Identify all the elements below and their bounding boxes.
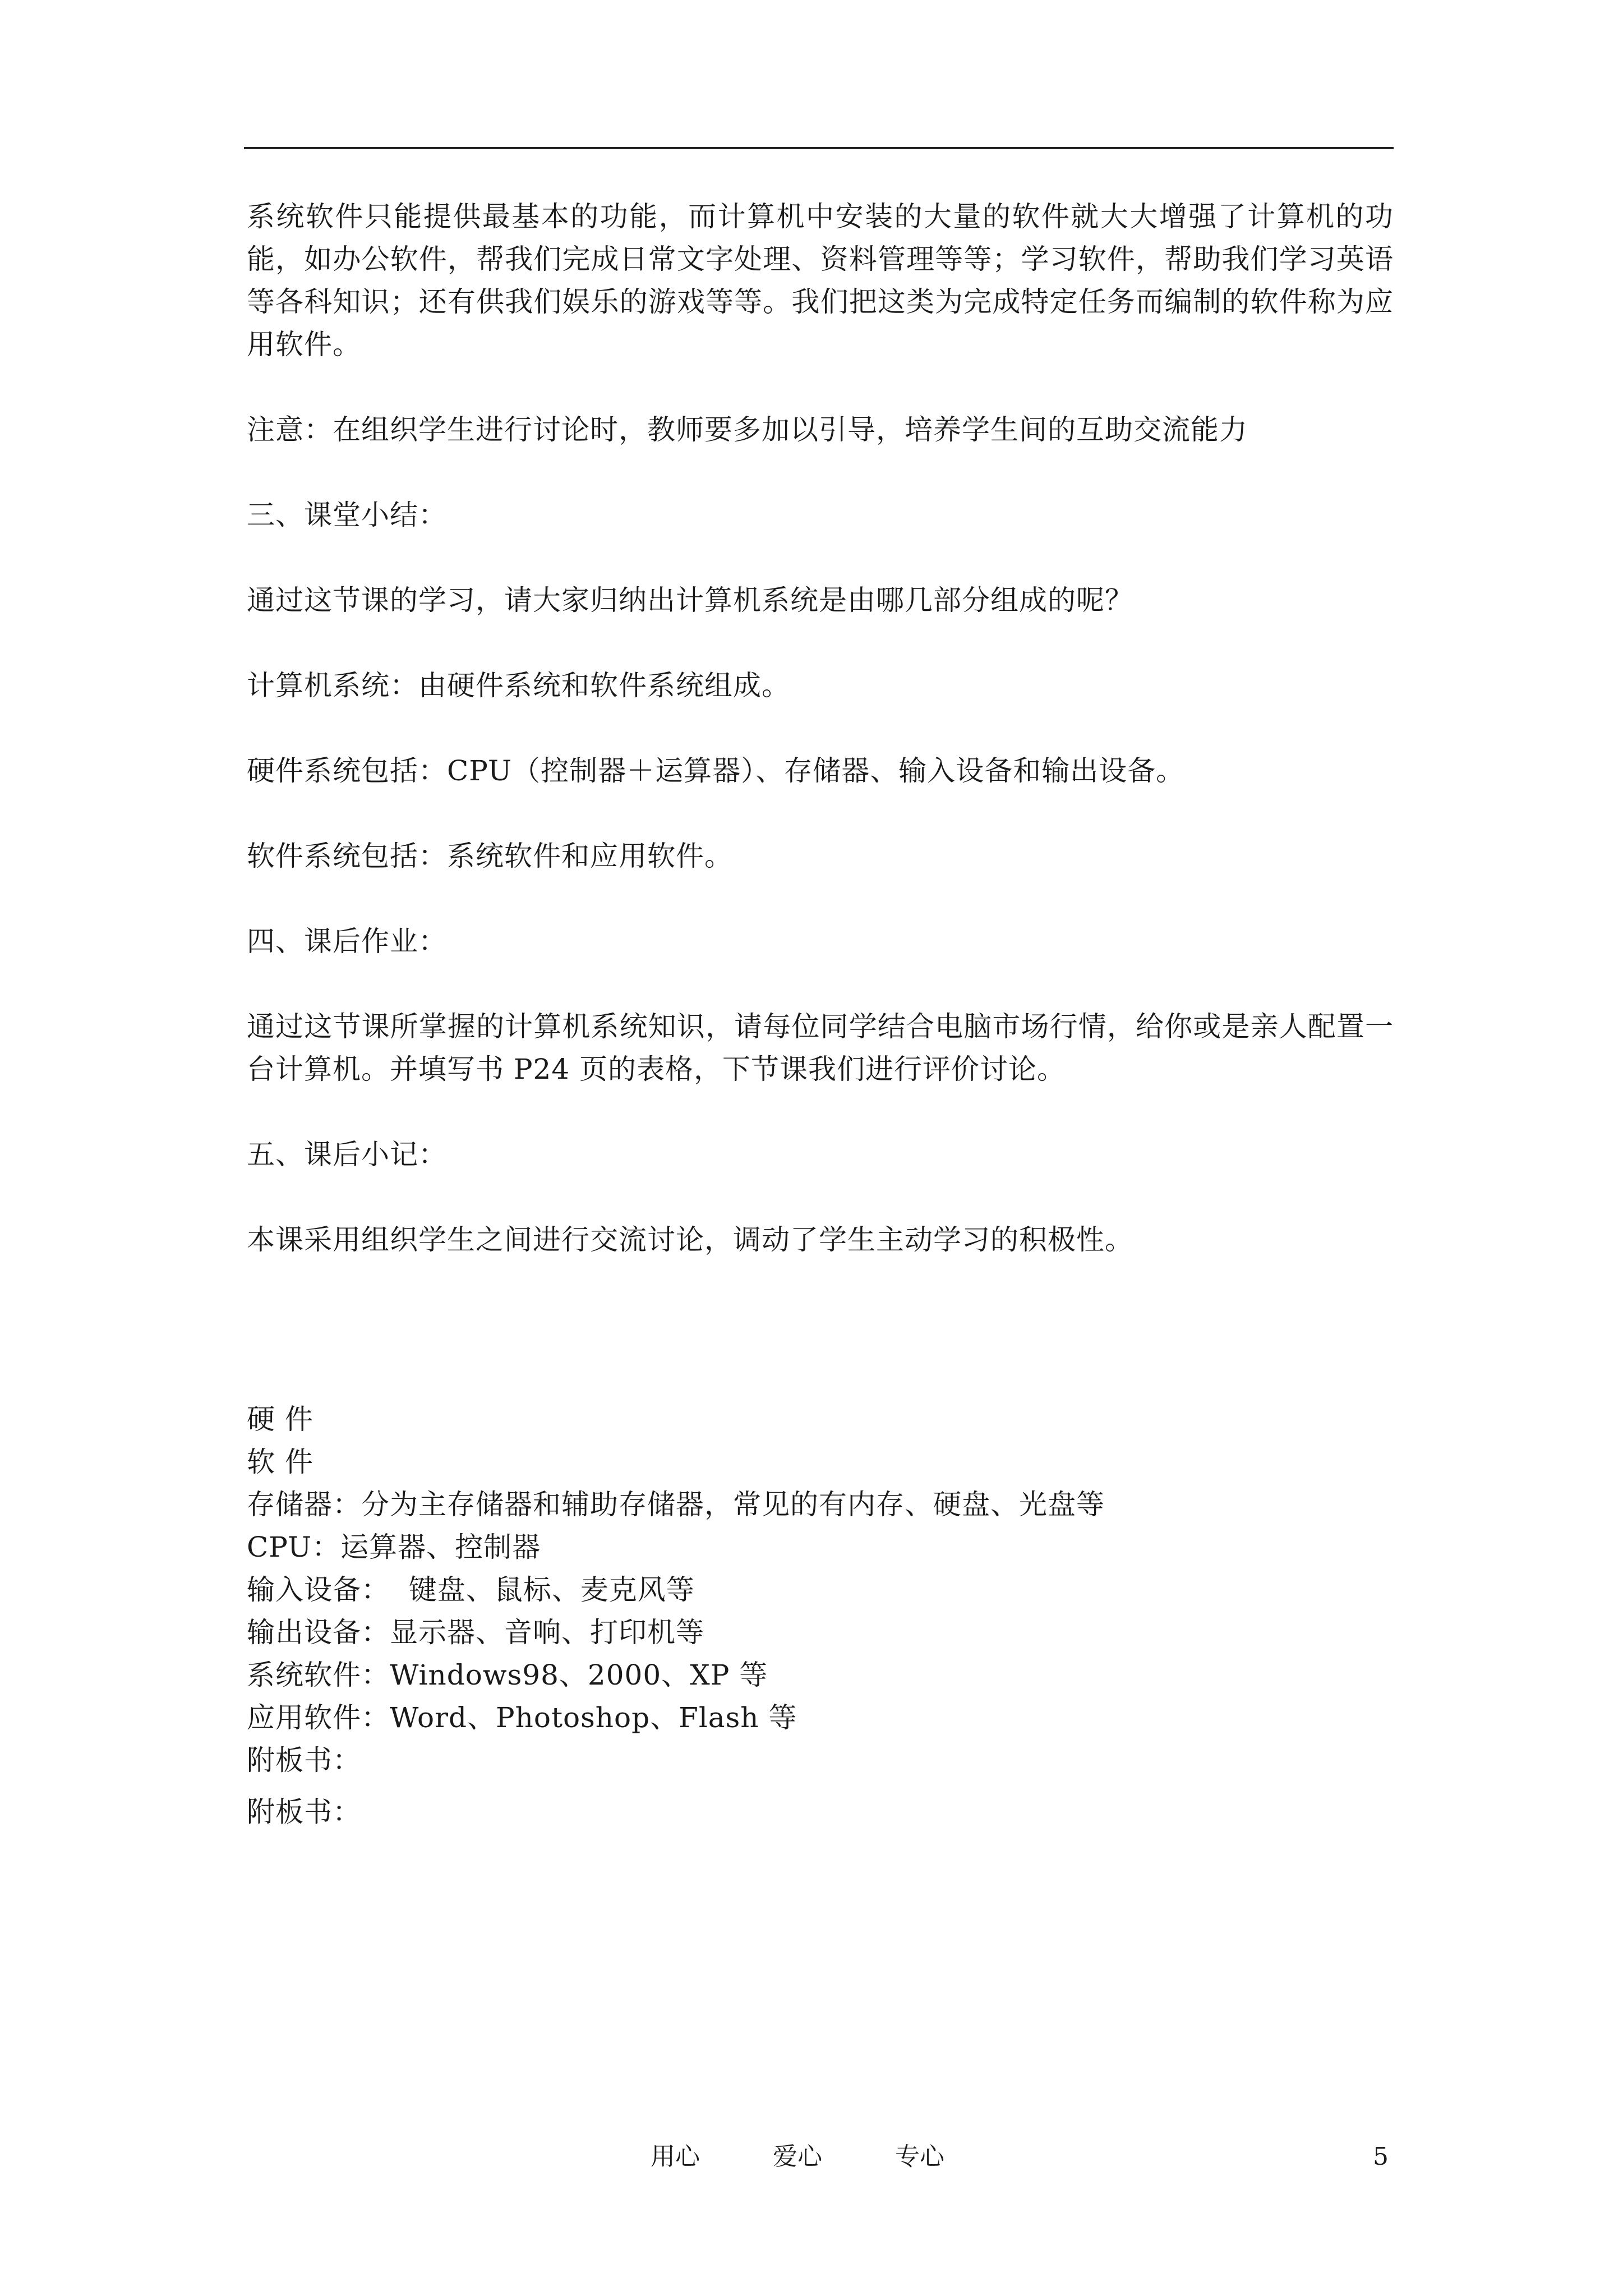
blackboard-line: 应用软件：Word、Photoshop、Flash 等 (247, 1701, 797, 1734)
paragraph-teacher-note: 注意：在组织学生进行讨论时，教师要多加以引导，培养学生间的互助交流能力 (247, 413, 1248, 446)
page-number: 5 (1373, 2142, 1389, 2171)
blackboard-line: 输出设备：显示器、音响、打印机等 (247, 1616, 704, 1649)
paragraph-hardware-system: 硬件系统包括：CPU（控制器＋运算器）、存储器、输入设备和输出设备。 (247, 754, 1185, 787)
footer-motto (651, 2140, 944, 2174)
footer-motto-word: 专心 (895, 2142, 944, 2171)
blackboard-notes (247, 1398, 1394, 1833)
blackboard-line: 软 件 (247, 1446, 313, 1478)
heading-class-notes: 五、课后小记： (247, 1138, 447, 1171)
paragraph-software-system: 软件系统包括：系统软件和应用软件。 (247, 840, 733, 872)
document-body (247, 195, 1394, 1261)
footer-motto-word: 爱心 (773, 2142, 822, 2171)
paragraph-application-software: 系统软件只能提供最基本的功能，而计算机中安装的大量的软件就大大增强了计算机的功能，如办公软件，帮我们完成日常文字处理、资料管理等等；学习软件，帮助我们学习英语等各科知识；还有供我们娱乐的游戏等等。我们把这类为完成特定任务而编制的软件称为应用软件。 (247, 200, 1394, 361)
footer-motto-word: 用心 (651, 2142, 700, 2171)
heading-homework: 四、课后作业： (247, 925, 447, 958)
paragraph-summary-question: 通过这节课的学习，请大家归纳出计算机系统是由哪几部分组成的呢？ (247, 584, 1133, 616)
blackboard-line: 附板书： (247, 1744, 361, 1777)
blackboard-line: 附板书： (247, 1796, 361, 1828)
heading-class-summary: 三、课堂小结： (247, 499, 447, 531)
blackboard-line: 存储器：分为主存储器和辅助存储器，常见的有内存、硬盘、光盘等 (247, 1488, 1105, 1521)
header-rule (244, 147, 1394, 149)
blackboard-line: 硬 件 (247, 1403, 313, 1435)
blackboard-line: CPU：运算器、控制器 (247, 1531, 541, 1563)
paragraph-homework: 通过这节课所掌握的计算机系统知识，请每位同学结合电脑市场行情，给你或是亲人配置一台计算机。并填写书 P24 页的表格，下节课我们进行评价讨论。 (247, 1010, 1394, 1085)
blackboard-line: 系统软件：Windows98、2000、XP 等 (247, 1659, 768, 1691)
blackboard-line: 输入设备： 键盘、鼠标、麦克风等 (247, 1573, 695, 1606)
paragraph-class-notes: 本课采用组织学生之间进行交流讨论，调动了学生主动学习的积极性。 (247, 1223, 1133, 1256)
paragraph-computer-system: 计算机系统：由硬件系统和软件系统组成。 (247, 669, 790, 702)
